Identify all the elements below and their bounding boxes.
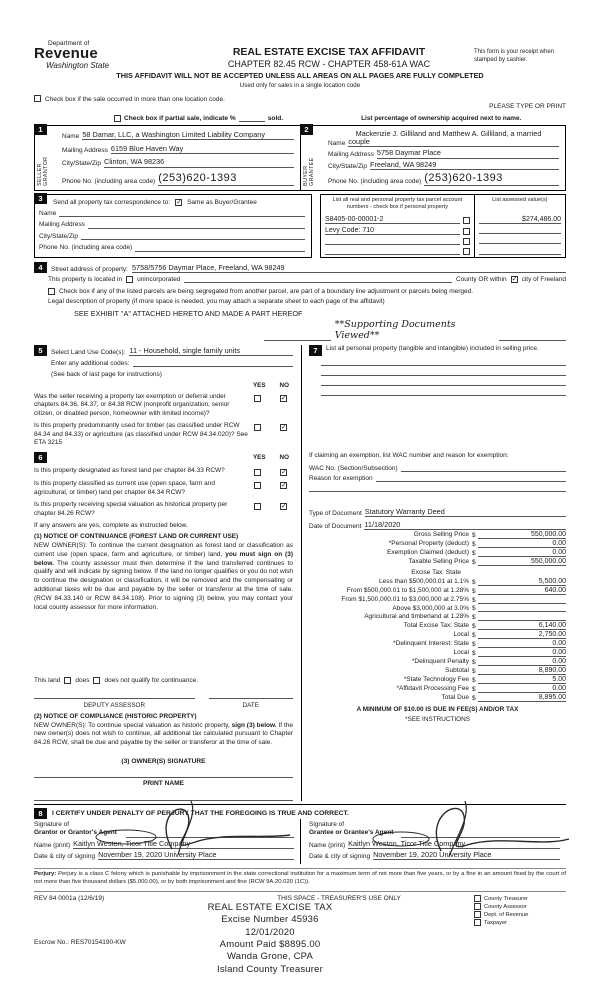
same-as-buyer-label: Same as Buyer/Grantee [187, 198, 257, 206]
buyer-citystatezip-value[interactable]: Freeland, WA 98249 [370, 161, 559, 170]
form-title: REAL ESTATE EXCISE TAX AFFIDAVIT [232, 46, 426, 58]
logo-revenue-line: Revenue [34, 45, 98, 62]
money-label-delinq-interest-local: Local [453, 649, 469, 657]
sec5-q2-no-checkbox[interactable]: ✓ [281, 424, 287, 432]
money-label-tier3: From $1,500,000.01 to $3,000,000 at 2.75% [341, 595, 469, 603]
money-value-delinq-interest-state[interactable]: 0.00 [478, 640, 566, 648]
dollar-sign: $ [472, 596, 476, 604]
segregated-label: Check box if any of the listed parcels are being segregated from another parcel, are part of a boundary line adjustment or parcels being merged. [59, 287, 474, 295]
sec6-q3-no-checkbox[interactable]: ✓ [281, 503, 287, 511]
money-value-tech-fee[interactable]: 5.00 [478, 676, 566, 684]
certify-statement: I CERTIFY UNDER PENALTY OF PERJURY THAT THE FOREGOING IS TRUE AND CORRECT. [52, 809, 349, 817]
money-label-total-due: Total Due [441, 694, 469, 702]
perjury-bold: Perjury: [34, 871, 57, 878]
county-field[interactable] [184, 282, 452, 283]
multi-location-checkbox[interactable] [34, 95, 41, 102]
grantee-sig-label-2: Grantee or Grantee's Agent [309, 829, 394, 837]
assessed-value-1[interactable]: $274,486.00 [479, 216, 561, 224]
money-value-delinq-interest-local[interactable]: 0.00 [478, 649, 566, 657]
sec6-yes-header: YES [252, 454, 266, 462]
exhibit-text: SEE EXHIBIT "A" ATTACHED HERETO AND MADE A PART HEREOF [74, 308, 303, 318]
partial-sale-suffix: sold. [267, 115, 284, 122]
additional-codes-field[interactable] [133, 366, 293, 367]
supporting-docs-underline-left [264, 340, 331, 341]
logo-state-line: Washington State [46, 61, 110, 70]
dollar-sign: $ [472, 641, 476, 649]
section-4-badge: 4 [34, 262, 47, 273]
grantee-signature-line[interactable] [401, 824, 560, 838]
money-value-agtimber[interactable] [478, 620, 566, 621]
dollar-sign: $ [472, 650, 476, 658]
buyer-name-value[interactable]: couple [348, 138, 559, 147]
money-label-agtimber: Agricultural and timberland at 1.28% [364, 613, 469, 621]
notice1-post: The county assessor must then determine if the land transferred continues to qualify and will indicate by signing below. If the land no longer qualifies or you do not wish to continue the designation or classification, it will be removed and the compensating or additional taxes will be due and payable by the seller or transferor at the time of sale. (RCW 84.33.140 or RCW 84.34.108). Prior to signing (3) below, you may contact your local county assessor for more information. [34, 559, 293, 611]
partial-sale-percent-field[interactable] [239, 121, 265, 122]
buyer-name-line1[interactable]: Mackenzie J. Gilliland and Matthew A. Gilliland, a married [355, 129, 542, 138]
county-treasurer-label: County Treasurer [484, 895, 528, 902]
seller-phone-value[interactable]: (253)620-1393 [158, 172, 294, 186]
parcel-personal-checkbox-4[interactable] [463, 248, 470, 255]
partial-sale-label: Check box if partial sale, indicate % [124, 115, 236, 122]
city-of-label: city of Freeland [521, 275, 566, 283]
grantor-signature-line[interactable] [126, 824, 294, 838]
stamp-line-1: REAL ESTATE EXCISE TAX [207, 902, 333, 913]
corr-address-field[interactable] [88, 228, 305, 229]
seller-address-value[interactable]: 6159 Blue Haven Way [111, 145, 294, 154]
land-does-checkbox[interactable] [64, 677, 71, 684]
grantor-sig-label-2: Grantor or Grantor's Agent [34, 829, 117, 837]
sec5-q2-yes-checkbox[interactable] [254, 424, 261, 431]
corr-address-label: Mailing Address [39, 221, 85, 229]
notice-compliance-text [34, 722, 293, 748]
taxpayer-label: Taxpayer [484, 919, 508, 926]
parcel-table [320, 194, 566, 258]
grantor-name-label: Name (print) [34, 841, 71, 849]
grantee-sig-label-1: Signature of [309, 820, 345, 828]
dollar-sign: $ [472, 605, 476, 613]
sec5-question-2: Is this property predominantly used for timber (as classified under RCW 84.34 and 84.33) or agriculture (as classified under RCW 84.34.020)? See ETA 3215 [34, 422, 248, 446]
money-value-delinq-penalty[interactable]: 0.00 [478, 658, 566, 666]
land-use-label: Select Land Use Code(s): [51, 348, 126, 356]
city-checkbox[interactable]: ✓ [511, 275, 518, 283]
grantee-name-label: Name (print) [309, 841, 346, 849]
section-7-badge: 7 [309, 345, 322, 356]
sec6-q2-no-checkbox[interactable]: ✓ [281, 482, 287, 490]
land-does-label: does [75, 676, 90, 684]
money-label-delinq-interest-state: *Delinquent Interest: State [393, 640, 469, 648]
wac-label: WAC No. (Section/Subsection) [309, 464, 398, 472]
notice-continuance-text [34, 542, 293, 612]
multi-location-label: Check box if the sale occurred in more than one location code. [45, 96, 225, 103]
money-label-delinq-penalty: *Delinquent Penalty [411, 658, 469, 666]
county-treasurer-checkbox[interactable] [474, 895, 481, 902]
exemption-note: If claiming an exemption, list WAC number and reason for exemption: [309, 451, 509, 459]
seller-phone-label: Phone No. (including area code) [62, 178, 156, 186]
supporting-docs-note: **Supporting Documents Viewed** [334, 318, 456, 341]
escrow-number: Escrow No.: RES70154190-KW [34, 939, 126, 947]
owners-signature-heading: (3) OWNER(S) SIGNATURE [121, 757, 206, 765]
dollar-sign: $ [472, 549, 476, 557]
section-3-badge: 3 [34, 193, 47, 204]
dollar-sign: $ [472, 668, 476, 676]
stamp-line-5: Wanda Grone, CPA [226, 951, 314, 963]
land-qualify-pre: This land [34, 676, 61, 684]
street-address-label: Street address of property: [51, 265, 128, 273]
notice2-pre: NEW OWNER(S): To continue special valuation as historic property, [34, 721, 232, 729]
parcel-number-1[interactable]: S8405-00-00001-2 [325, 216, 460, 224]
form-subtitle: CHAPTER 82.45 RCW - CHAPTER 458-61A WAC [227, 59, 431, 69]
located-in-label: This property is located in [48, 275, 123, 283]
see-back-note: (See back of last page for instructions) [51, 370, 162, 378]
dollar-sign: $ [472, 623, 476, 631]
notice2-post: If the new owner(s) does not wish to continue, all additional tax calculated pursuant to Chapter 84.26 RCW, shall be due and payable by the seller or transferor at the time of sale. [34, 721, 293, 747]
grantee-date-value[interactable]: November 19, 2020 University Place [373, 851, 560, 860]
minimum-fee-note: A MINIMUM OF $10.00 IS DUE IN FEE(S) AND/OR TAX [356, 706, 519, 714]
stamp-line-3: 12/01/2020 [245, 926, 295, 938]
corr-citystatezip-field[interactable] [81, 239, 305, 240]
buyer-phone-label: Phone No. (including area code) [328, 178, 422, 186]
header [34, 40, 566, 70]
stamp-line-2: Excise Number 45936 [221, 914, 319, 926]
money-label-total-state: Total Excise Tax: State [403, 622, 469, 630]
money-label-taxable: Taxable Selling Price [408, 558, 469, 566]
unincorporated-label: unincorporated [137, 275, 181, 283]
money-label-processing-fee: *Affidavit Processing Fee [396, 685, 469, 693]
treasurer-space-note: THIS SPACE - TREASURER'S USE ONLY [277, 895, 401, 903]
logo-dept-line: Department of [48, 40, 90, 47]
sec6-q1-yes-checkbox[interactable] [254, 469, 261, 476]
seller-side-label [37, 129, 49, 186]
money-label-tier4: Above $3,000,000 at 3.0% [392, 604, 469, 612]
money-value-tier4[interactable] [478, 611, 566, 612]
money-label-exemption: Exemption Claimed (deduct) [386, 549, 469, 557]
dollar-sign: $ [472, 587, 476, 595]
money-value-gross[interactable]: 550,000.00 [478, 531, 566, 539]
street-address-value[interactable]: 5758/5756 Daymar Place, Freeland, WA 98249 [132, 263, 566, 273]
tax-computation-column [302, 345, 566, 801]
dollar-sign: $ [472, 686, 476, 694]
please-type-note: PLEASE TYPE OR PRINT [489, 103, 566, 110]
notice-compliance-title: (2) NOTICE OF COMPLIANCE (HISTORIC PROPERTY) [34, 712, 197, 720]
dollar-sign: $ [472, 558, 476, 566]
treasurer-stamp [120, 902, 420, 976]
dor-logo [34, 40, 184, 70]
form-rev-number: REV 84 0001a (12/6/19) [34, 895, 105, 903]
corr-citystatezip-label: City/State/Zip [39, 232, 79, 240]
seller-name-label: Name [62, 132, 80, 140]
completion-notice: THIS AFFIDAVIT WILL NOT BE ACCEPTED UNLESS ALL AREAS ON ALL PAGES ARE FULLY COMPLETED [116, 71, 484, 80]
money-label-tech-fee: *State Technology Fee [403, 676, 469, 684]
money-value-taxable[interactable]: 550,000.00 [478, 558, 566, 566]
land-use-value[interactable]: 11 - Household, single family units [129, 346, 293, 356]
notice2-bold: sign (3) below. [231, 721, 277, 729]
buyer-side-label-1: BUYER [303, 165, 309, 186]
assessed-value-3[interactable] [479, 243, 561, 244]
doc-date-label: Date of Document [309, 522, 362, 530]
doc-date-value[interactable]: 11/18/2020 [364, 520, 566, 530]
dollar-sign: $ [472, 531, 476, 539]
money-label-tier1: Less than $500,000.01 at 1.1% [379, 578, 469, 586]
money-label-local: Local [453, 631, 469, 639]
owner-print-name-line[interactable] [34, 800, 293, 801]
partial-sale-checkbox[interactable] [114, 115, 121, 122]
corr-phone-label: Phone No. (including area code) [39, 244, 133, 252]
money-value-processing-fee[interactable]: 0.00 [478, 685, 566, 693]
parcel-personal-checkbox-2[interactable] [463, 228, 470, 235]
money-value-exemption[interactable]: 0.00 [478, 549, 566, 557]
parcel-personal-checkbox-3[interactable] [463, 238, 470, 245]
money-label-tier2: From $500,000.01 to $1,500,000 at 1.28% [346, 587, 469, 595]
assessed-value-2[interactable] [479, 233, 561, 234]
dept-of-revenue-checkbox[interactable] [474, 911, 481, 918]
section-5-badge: 5 [34, 345, 47, 356]
land-does-not-label: does not qualify for continuance. [104, 676, 199, 684]
grantor-name-value[interactable]: Kaitlyn Weston, Ticor Title Company [73, 840, 294, 849]
buyer-address-label: Mailing Address [328, 151, 374, 159]
sec6-question-1: Is this property designated as forest land per chapter 84.33 RCW? [34, 467, 225, 475]
dollar-sign: $ [472, 695, 476, 703]
excise-tax-state-header: Excise Tax: State [411, 568, 461, 576]
money-value-personal[interactable]: 0.00 [478, 540, 566, 548]
seller-section [35, 126, 300, 190]
assessed-value-4[interactable] [479, 254, 561, 255]
deputy-assessor-signature-line[interactable] [34, 698, 195, 699]
seller-side-label-2: GRANTOR [43, 156, 49, 186]
personal-property-label: List all personal property (tangible and intangible) included in selling price. [326, 344, 539, 352]
grantor-sig-label-1: Signature of [34, 820, 70, 828]
sec5-question-1: Was the seller receiving a property tax exemption or deferral under chapters 84.36, 84.37, or 84.38 RCW (nonprofit organization, senior citizen, or disabled person, homeowner with limited income)? [34, 392, 230, 417]
notice-continuance-title: (1) NOTICE OF CONTINUANCE (FOREST LAND OR CURRENT USE) [34, 533, 239, 541]
grantor-date-value[interactable]: November 19, 2020 University Place [98, 851, 294, 860]
section-2-badge: 2 [300, 124, 313, 135]
deputy-date-label: DATE [242, 701, 259, 709]
owner-signature-line[interactable] [34, 777, 293, 778]
buyer-side-label [303, 129, 315, 186]
segregated-checkbox[interactable] [48, 288, 55, 295]
buyer-side-label-2: GRANTEE [309, 157, 315, 186]
sec6-no-header: NO [279, 454, 289, 462]
sec6-question-2: Is this property classified as current use (open space, farm and agricultural, or timber) land per chapter 84.34 RCW? [34, 480, 216, 496]
personal-property-line-3[interactable] [321, 385, 566, 386]
taxpayer-checkbox[interactable] [474, 919, 481, 926]
tax-correspondence-section [34, 194, 312, 258]
wac-field[interactable] [401, 471, 566, 472]
sec6-q2-yes-checkbox[interactable] [254, 482, 261, 489]
land-use-column [34, 345, 302, 801]
receipt-note: This form is your receipt when stamped by cashier. [474, 49, 555, 64]
property-address-section [34, 262, 566, 341]
additional-codes-label: Enter any additional codes: [51, 359, 130, 367]
notice1-bold: you must sign on (3) below. [34, 550, 293, 567]
perjury-paragraph [34, 868, 566, 887]
grantee-signature-block [300, 819, 566, 865]
money-value-total-state[interactable]: 6,140.00 [478, 622, 566, 630]
money-label-gross: Gross Selling Price [413, 531, 469, 539]
land-does-not-checkbox[interactable] [93, 677, 100, 684]
reason-field[interactable] [376, 481, 566, 482]
usage-note: Used only for sales in a single location code [239, 82, 361, 89]
buyer-citystatezip-label: City/State/Zip [328, 162, 368, 170]
sec5-q1-no-checkbox[interactable]: ✓ [281, 394, 287, 402]
parcel-personal-checkbox-1[interactable] [463, 217, 470, 224]
money-value-tier1[interactable]: 5,500.00 [478, 578, 566, 586]
sec5-q1-yes-checkbox[interactable] [254, 395, 261, 402]
notice1-pre: NEW OWNER(S): To continue the current designation as forest land or classification as current use (open space, farm and agriculture, or timber) land, [34, 542, 293, 558]
parcel-header-right: List assessed value(s) [492, 196, 548, 203]
corr-phone-field[interactable] [135, 251, 305, 252]
stamp-line-6: Island County Treasurer [217, 963, 323, 975]
seller-citystatezip-value[interactable]: Clinton, WA 98236 [104, 158, 294, 167]
sec5-no-header: NO [279, 381, 289, 389]
dollar-sign: $ [472, 614, 476, 622]
corr-name-label: Name [39, 209, 57, 217]
grantor-date-label: Date & city of signing [34, 853, 96, 860]
seller-side-label-1: SELLER [37, 163, 43, 186]
correspondence-label: Send all property tax correspondence to: [53, 198, 171, 206]
parcel-number-3[interactable] [325, 244, 460, 245]
reason-label: Reason for exemption [309, 474, 373, 482]
county-or-label: County OR within [455, 275, 507, 283]
dollar-sign: $ [472, 540, 476, 548]
dollar-sign: $ [472, 578, 476, 586]
certification-section [34, 804, 566, 865]
sec5-yes-header: YES [252, 381, 266, 389]
see-instructions-note: *SEE INSTRUCTIONS [405, 716, 470, 724]
dollar-sign: $ [472, 659, 476, 667]
deputy-date-line[interactable] [209, 698, 293, 699]
money-value-tier3[interactable] [478, 603, 566, 604]
buyer-phone-value[interactable]: (253)620-1393 [424, 172, 559, 186]
grantor-signature-block [34, 819, 300, 865]
supporting-docs-underline-right [499, 340, 566, 341]
money-label-subtotal: Subtotal [445, 667, 469, 675]
dollar-sign: $ [472, 632, 476, 640]
grantee-name-value[interactable]: Kaitlyn Weston, Ticor Title Company [348, 840, 560, 849]
buyer-section [300, 126, 565, 190]
sec6-question-3: Is this property receiving special valuation as historical property per chapter 84.26 RCW? [34, 501, 228, 517]
parcel-header-left: List all real and personal property tax parcel account numbers - check box if personal property [332, 196, 463, 210]
doc-type-value[interactable]: Statutory Warranty Deed [365, 507, 566, 517]
print-name-heading: PRINT NAME [142, 779, 185, 787]
seller-address-label: Mailing Address [62, 146, 108, 154]
ownership-note: List percentage of ownership acquired next to name. [361, 115, 522, 122]
money-value-total-due[interactable]: 8,895.00 [478, 694, 566, 702]
dept-of-revenue-label: Dept. of Revenue [484, 911, 529, 918]
money-value-tier2[interactable]: 640.00 [478, 587, 566, 595]
if-yes-note: If any answers are yes, complete as instructed below. [34, 522, 188, 530]
perjury-text: Perjury is a class C felony which is punishable by imprisonment in the state correctional institution for a maximum term of not more than five years, or by a fine in an amount fixed by the court of not more than five thousand dollars ($5,000.00), or by both imprisonment and fine (RCW 9A.20.020 (1C)). [34, 871, 566, 886]
deputy-assessor-label: DEPUTY ASSESSOR [83, 701, 145, 709]
money-label-personal: *Personal Property (deduct) [388, 540, 469, 548]
doc-type-label: Type of Document [309, 509, 362, 517]
dollar-sign: $ [472, 677, 476, 685]
copy-distribution-list [474, 895, 566, 927]
personal-property-line-1[interactable] [321, 365, 566, 366]
corr-name-field[interactable] [59, 216, 305, 217]
money-value-subtotal[interactable]: 8,890.00 [478, 667, 566, 675]
personal-property-line-2[interactable] [321, 375, 566, 376]
section-1-badge: 1 [34, 124, 47, 135]
legal-description-label: Legal description of property (if more space is needed, you may attach a separate sheet to each page of the affidavit) [48, 297, 385, 305]
stamp-line-4: Amount Paid $8895.00 [219, 939, 321, 951]
sec6-q1-no-checkbox[interactable]: ✓ [281, 469, 287, 477]
county-assessor-checkbox[interactable] [474, 903, 481, 910]
parcel-number-4[interactable] [325, 254, 460, 255]
unincorporated-checkbox[interactable] [126, 276, 133, 283]
seller-name-value[interactable]: 58 Damar, LLC, a Washington Limited Liability Company [82, 131, 294, 140]
parcel-number-2[interactable]: Levy Code: 710 [325, 227, 460, 235]
grantee-date-label: Date & city of signing [309, 853, 371, 860]
seller-citystatezip-label: City/State/Zip [62, 160, 102, 168]
parties-box [34, 125, 566, 191]
sec6-q3-yes-checkbox[interactable] [254, 503, 261, 510]
buyer-name-label: Name [328, 139, 346, 147]
county-assessor-label: County Assessor [484, 903, 527, 910]
section-6-badge: 6 [34, 452, 47, 463]
buyer-address-value[interactable]: 5758 Daymar Place [377, 149, 559, 158]
section-8-badge: 8 [34, 808, 47, 819]
same-as-buyer-checkbox[interactable]: ✓ [176, 198, 182, 206]
money-value-local[interactable]: 2,750.00 [478, 631, 566, 639]
